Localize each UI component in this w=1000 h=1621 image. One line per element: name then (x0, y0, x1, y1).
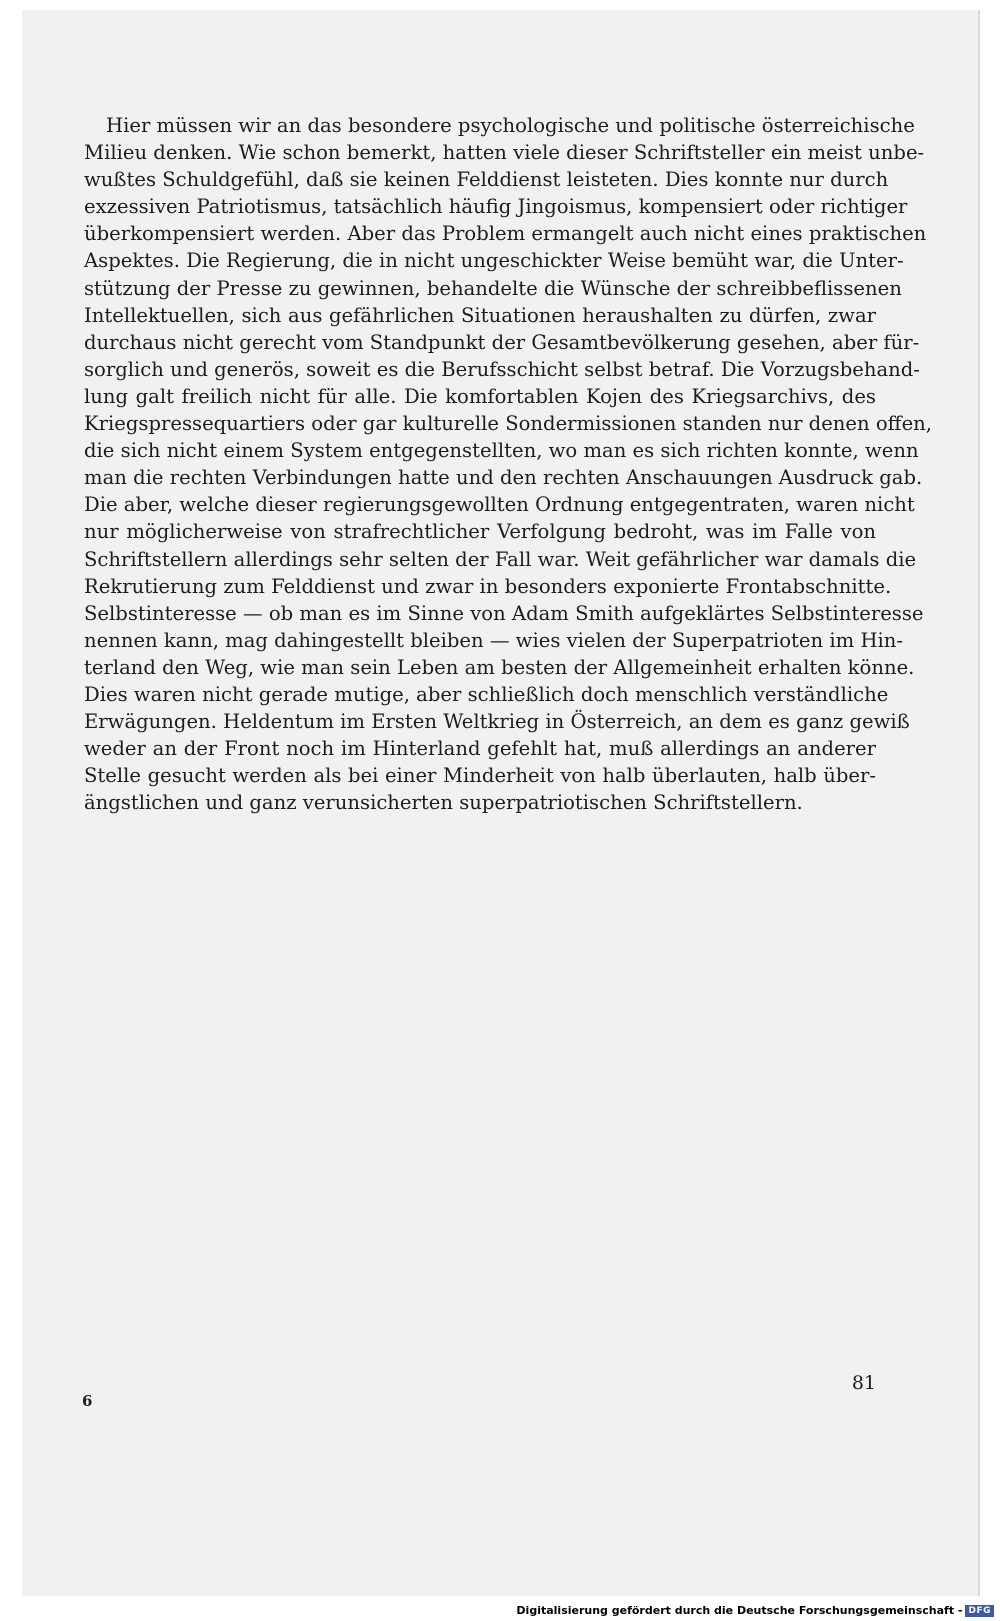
paragraph-line: nennen kann, mag dahingestellt bleiben — wies vielen der Superpatrioten im Hin- (84, 628, 904, 652)
body-paragraph (84, 112, 933, 816)
paragraph-line: exzessiven Patriotismus, tatsächlich häufig Jingoismus, kompensiert oder richtiger (84, 195, 908, 219)
paragraph-line: nur möglicherweise von strafrechtlicher Verfolgung bedroht, was im Falle von (84, 520, 876, 544)
credit-text: Digitalisierung gefördert durch die Deutsche Forschungsgemeinschaft - (516, 1604, 963, 1617)
dfg-logo-icon: DFG (965, 1605, 994, 1617)
page-number: 81 (851, 1372, 876, 1394)
paragraph-line: sorglich und generös, soweit es die Berufsschicht selbst betraf. Die Vorzugsbehand- (84, 357, 920, 381)
paragraph-line: Dies waren nicht gerade mutige, aber schließlich doch menschlich verständliche (84, 682, 889, 706)
paragraph-line: Kriegspressequartiers oder gar kulturelle Sondermissionen standen nur denen offen, (84, 412, 933, 436)
paragraph-line: Stelle gesucht werden als bei einer Minderheit von halb überlauten, halb über- (84, 764, 876, 788)
paragraph-line: man die rechten Verbindungen hatte und den rechten Anschauungen Ausdruck gab. (84, 466, 923, 490)
paragraph-line: überkompensiert werden. Aber das Problem ermangelt auch nicht eines praktischen (84, 222, 927, 246)
digitization-credit (516, 1604, 994, 1617)
paragraph-line: Intellektuellen, sich aus gefährlichen Situationen heraushalten zu dürfen, zwar (84, 303, 876, 327)
paragraph-line: Die aber, welche dieser regierungsgewollten Ordnung entgegentraten, waren nicht (84, 493, 915, 517)
paragraph-line: Erwägungen. Heldentum im Ersten Weltkrieg in Österreich, an dem es ganz gewiß (84, 710, 910, 734)
paragraph-line: lung galt freilich nicht für alle. Die komfortablen Kojen des Kriegsarchivs, des (84, 384, 876, 408)
paragraph-line: Milieu denken. Wie schon bemerkt, hatten viele dieser Schriftsteller ein meist unbe- (84, 141, 925, 165)
paragraph-line: wußtes Schuldgefühl, daß sie keinen Felddienst leisteten. Dies konnte nur durch (84, 168, 889, 192)
paragraph-line: durchaus nicht gerecht vom Standpunkt der Gesamtbevölkerung gesehen, aber für- (84, 330, 920, 354)
paragraph-line: ängstlichen und ganz verunsicherten superpatriotischen Schriftstellern. (84, 791, 803, 815)
paragraph-line: die sich nicht einem System entgegenstellten, wo man es sich richten konnte, wenn (84, 439, 919, 463)
paragraph-line: weder an der Front noch im Hinterland gefehlt hat, muß allerdings an anderer (84, 737, 876, 761)
paragraph-line: stützung der Presse zu gewinnen, behandelte die Wünsche der schreibbeflissenen (84, 276, 902, 300)
paragraph-line: Rekrutierung zum Felddienst und zwar in besonders exponierte Frontabschnitte. (84, 574, 892, 598)
paragraph-line: Schriftstellern allerdings sehr selten der Fall war. Weit gefährlicher war damals die (84, 547, 917, 571)
paragraph-line: Hier müssen wir an das besondere psychologische und politische österreichische (106, 114, 915, 137)
paragraph-line: Aspektes. Die Regierung, die in nicht ungeschickter Weise bemüht war, die Unter- (84, 249, 904, 273)
signature-mark: 6 (82, 1392, 93, 1410)
paragraph-line: terland den Weg, wie man sein Leben am besten der Allgemeinheit erhalten könne. (84, 655, 915, 679)
paragraph-line: Selbstinteresse — ob man es im Sinne von Adam Smith aufgeklärtes Selbstinteresse (84, 601, 924, 625)
